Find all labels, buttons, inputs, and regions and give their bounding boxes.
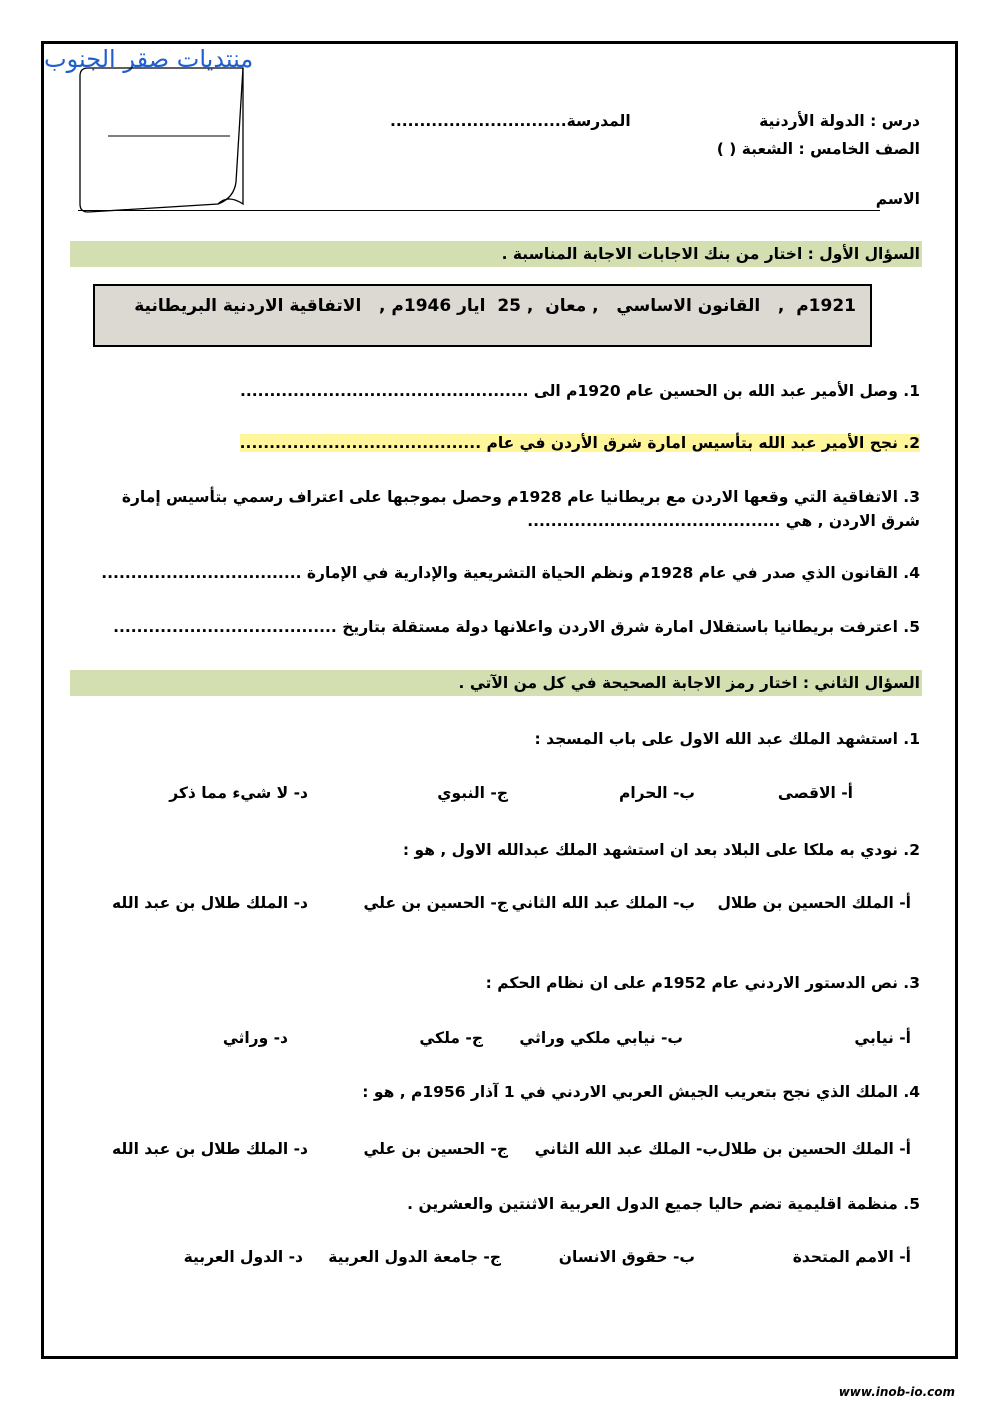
s1-question-2 <box>240 434 920 452</box>
s1-question-4: 4. القانون الذي صدر في عام 1928م ونظم الحياة التشريعية والإدارية في الإمارة .................................. <box>101 564 920 582</box>
s1-question-2-text: 2. نجح الأمير عبد الله بتأسيس امارة شرق الأردن في عام ......................................... <box>239 434 920 452</box>
score-scroll-box <box>78 66 245 214</box>
s2-question-1: 1. استشهد الملك عبد الله الاول على باب المسجد : <box>534 730 920 748</box>
s2-question-2: 2. نودي به ملكا على البلاد بعد ان استشهد الملك عبدالله الاول , هو : <box>402 841 920 859</box>
s2-q1-option-c[interactable]: ج- النبوي <box>437 784 508 802</box>
s2-q3-option-d[interactable]: د- وراثي <box>222 1029 288 1047</box>
s2-q5-option-d[interactable]: د- الدول العربية <box>183 1248 303 1266</box>
s2-q1-option-d[interactable]: د- لا شيء مما ذكر <box>169 784 308 802</box>
s2-q3-option-c[interactable]: ج- ملكي <box>419 1029 483 1047</box>
s1-question-3: 3. الاتفاقية التي وقعها الاردن مع بريطانيا عام 1928م وحصل بموجبها على اعتراف رسمي بتأسيس إمارة شرق الاردن , هي ........................................... <box>121 488 920 530</box>
s2-q1-option-b[interactable]: ب- الحرام <box>618 784 695 802</box>
s2-q1-option-a[interactable]: أ- الاقصى <box>777 784 853 802</box>
s2-question-5: 5. منظمة اقليمية تضم حاليا جميع الدول العربية الاثنتين والعشرين . <box>407 1195 920 1213</box>
section1-title: السؤال الأول : اختار من بنك الاجابات الاجابة المناسبة . <box>70 241 922 267</box>
school-field: المدرسة.............................. <box>390 112 631 130</box>
answer-bank: 1921م , القانون الاساسي , معان , 25 ايار 1946م , الاتفاقية الاردنية البريطانية <box>93 284 872 347</box>
s2-q3-option-b[interactable]: ب- نيابي ملكي وراثي <box>519 1029 683 1047</box>
footer-url: www.inob-io.com <box>838 1385 955 1399</box>
s2-q4-option-b[interactable]: ب- الملك عبد الله الثاني <box>534 1140 718 1158</box>
watermark: منتديات صقر الجنوب <box>44 45 254 73</box>
s2-q3-option-a[interactable]: أ- نيابي <box>854 1029 911 1047</box>
s2-q4-option-d[interactable]: د- الملك طلال بن عبد الله <box>112 1140 308 1158</box>
s2-q2-option-d[interactable]: د- الملك طلال بن عبد الله <box>112 894 308 912</box>
grade-section: الصف الخامس : الشعبة ( ) <box>716 140 920 158</box>
s2-q4-option-c[interactable]: ج- الحسين بن علي <box>363 1140 508 1158</box>
name-line[interactable] <box>78 210 880 211</box>
s2-question-4: 4. الملك الذي نجح بتعريب الجيش العربي الاردني في 1 آذار 1956م , هو : <box>362 1083 920 1101</box>
s2-q4-option-a[interactable]: أ- الملك الحسين بن طلال <box>717 1140 911 1158</box>
page-border <box>41 41 958 1359</box>
s1-question-5: 5. اعترفت بريطانيا باستقلال امارة شرق الاردن واعلانها دولة مستقلة بتاريخ ...................................... <box>113 618 920 636</box>
section2-title: السؤال الثاني : اختار رمز الاجابة الصحيحة في كل من الآتي . <box>70 670 922 696</box>
s2-q5-option-b[interactable]: ب- حقوق الانسان <box>558 1248 695 1266</box>
s2-question-3: 3. نص الدستور الاردني عام 1952م على ان نظام الحكم : <box>485 974 920 992</box>
s2-q5-option-c[interactable]: ج- جامعة الدول العربية <box>328 1248 501 1266</box>
s2-q5-option-a[interactable]: أ- الامم المتحدة <box>792 1248 911 1266</box>
s2-q2-option-a[interactable]: أ- الملك الحسين بن طلال <box>717 894 911 912</box>
s2-q2-option-c[interactable]: ج- الحسين بن علي <box>363 894 508 912</box>
s1-question-1: 1. وصل الأمير عبد الله بن الحسين عام 1920م الى ................................................. <box>240 382 920 400</box>
lesson-title: درس : الدولة الأردنية <box>759 112 920 130</box>
s2-q2-option-b[interactable]: ب- الملك عبد الله الثاني <box>511 894 695 912</box>
name-label: الاسم <box>875 190 920 208</box>
